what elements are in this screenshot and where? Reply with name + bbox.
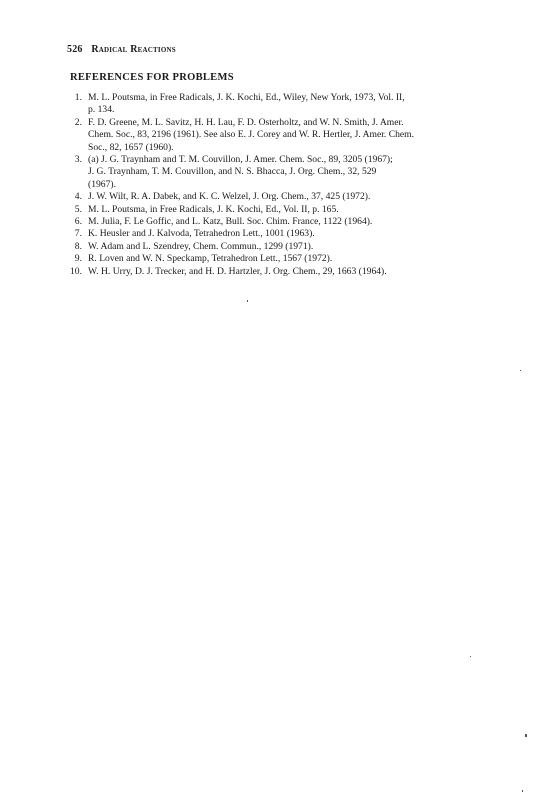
chapter-title: Radical Reactions: [91, 44, 176, 55]
reference-line: Soc., 82, 1657 (1960).: [88, 141, 174, 153]
scan-speck: [247, 300, 248, 302]
reference-text: [88, 117, 486, 154]
reference-text: [88, 92, 486, 117]
reference-text: [88, 191, 486, 203]
scan-speck: [522, 790, 523, 792]
reference-list: [56, 92, 486, 278]
running-head: [67, 44, 176, 55]
reference-line: M. L. Poutsma, in Free Radicals, J. K. Kochi, Ed., Wiley, New York, 1973, Vol. II,: [88, 92, 405, 103]
reference-item: [56, 241, 486, 253]
reference-item: [56, 204, 486, 216]
scan-speck: [470, 656, 471, 657]
reference-text: [88, 204, 486, 216]
reference-line: p. 134.: [88, 104, 115, 116]
reference-text: [88, 241, 486, 253]
reference-text: [88, 253, 486, 265]
page-number: 526: [67, 44, 83, 55]
scan-speck: [525, 734, 527, 737]
reference-item: [56, 228, 486, 240]
reference-item: [56, 117, 486, 154]
reference-number: 5.: [74, 203, 82, 215]
reference-number: 2.: [74, 116, 82, 128]
reference-line: (a) J. G. Traynham and T. M. Couvillon, J. Amer. Chem. Soc., 89, 3205 (1967);: [88, 154, 393, 166]
reference-line: M. Julia, F. Le Goffic, and L. Katz, Bull. Soc. Chim. France, 1122 (1964).: [88, 216, 373, 228]
reference-text: [88, 228, 486, 240]
reference-line: (1967).: [88, 178, 116, 190]
reference-item: [56, 191, 486, 203]
reference-number: 1.: [74, 92, 82, 103]
reference-text: [88, 216, 486, 228]
reference-number: 6.: [74, 216, 82, 228]
reference-item: [56, 266, 486, 278]
reference-item: [56, 154, 486, 191]
section-heading: REFERENCES FOR PROBLEMS: [70, 72, 234, 83]
reference-number: 7.: [74, 228, 82, 240]
reference-item: [56, 92, 486, 117]
reference-number: 9.: [74, 253, 82, 265]
reference-line: K. Heusler and J. Kalvoda, Tetrahedron Lett., 1001 (1963).: [88, 228, 315, 240]
reference-line: J. W. Wilt, R. A. Dabek, and K. C. Welzel, J. Org. Chem., 37, 425 (1972).: [88, 191, 371, 203]
scan-speck: [520, 370, 521, 371]
reference-number: 4.: [74, 191, 82, 203]
reference-text: [88, 154, 486, 191]
reference-line: W. Adam and L. Szendrey, Chem. Commun., 1299 (1971).: [88, 240, 314, 252]
reference-line: M. L. Poutsma, in Free Radicals, J. K. Kochi, Ed., Vol. II, p. 165.: [88, 203, 339, 215]
reference-line: R. Loven and W. N. Speckamp, Tetrahedron Lett., 1567 (1972).: [88, 253, 333, 265]
reference-number: 3.: [74, 154, 82, 166]
reference-line: F. D. Greene, M. L. Savitz, H. H. Lau, F. D. Osterholtz, and W. N. Smith, J. Amer.: [88, 116, 404, 128]
reference-line: J. G. Traynham, T. M. Couvillon, and N. S. Bhacca, J. Org. Chem., 32, 529: [88, 166, 377, 178]
reference-item: [56, 253, 486, 265]
reference-text: [88, 266, 486, 278]
reference-line: Chem. Soc., 83, 2196 (1961). See also E. J. Corey and W. R. Hertler, J. Amer. Chem.: [88, 129, 415, 141]
reference-line: W. H. Urry, D. J. Trecker, and H. D. Hartzler, J. Org. Chem., 29, 1663 (1964).: [88, 265, 387, 277]
reference-number: 8.: [74, 240, 82, 252]
reference-number: 10.: [70, 265, 82, 277]
reference-item: [56, 216, 486, 228]
